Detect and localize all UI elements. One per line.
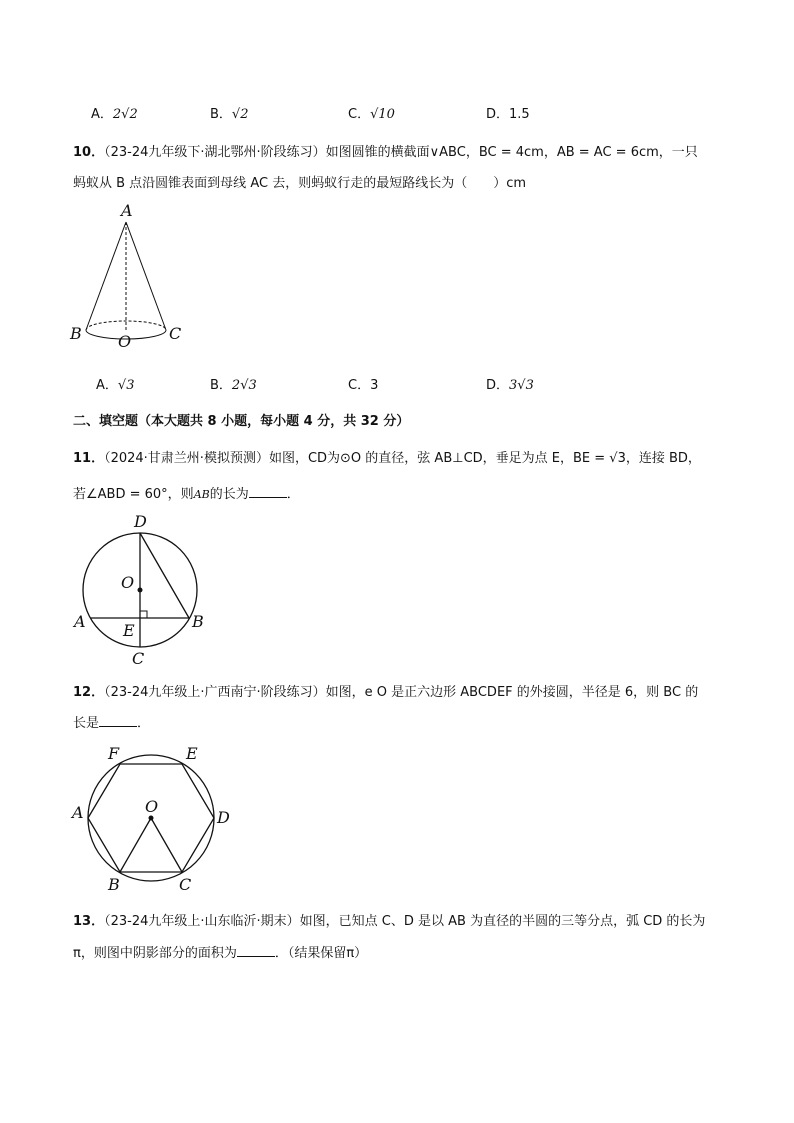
q12-answer-blank: [99, 714, 137, 727]
q13-number: 13．: [73, 914, 105, 929]
q12-line1: 12．（23-24九年级上·广西南宁·阶段练习）如图，e O 是正六边形 ABCDEF 的外接圆，半径是 6，则 BC 的: [73, 685, 699, 700]
q13-line1: 13．（23-24九年级上·山东临沂·期末）如图，已知点 C、D 是以 AB 为直径的半圆的三等分点，弧 CD 的长为: [73, 914, 706, 929]
q11-label-o: O: [121, 573, 135, 592]
q11-number: 11．: [73, 451, 105, 466]
q10-source: （23-24九年级下·湖北鄂州·阶段练习）: [104, 145, 326, 160]
q10-line1: 10．（23-24九年级下·湖北鄂州·阶段练习）如图圆锥的横截面∨ABC，BC = 4cm，AB = AC = 6cm，一只: [73, 145, 698, 160]
q13-answer-blank: [237, 944, 275, 957]
q13-line2: π，则图中阴影部分的面积为 ．（结果保留π）: [73, 946, 368, 961]
q11-label-b: B: [192, 612, 204, 631]
q12-label-e: E: [186, 744, 198, 763]
q10-option-b: B．2√3: [210, 378, 257, 393]
q11-line2: 若∠ABD = 60°，则AB的长为 ．: [73, 487, 300, 502]
q10-label-a: A: [121, 202, 133, 220]
q12-label-a: A: [72, 803, 84, 822]
q9-option-d: D．1.5: [486, 107, 530, 122]
q12-number: 12．: [73, 685, 105, 700]
q10-option-a: A．√3: [96, 378, 135, 393]
q11-line1: 11．（2024·甘肃兰州·模拟预测）如图，CD为⊙O 的直径，弦 AB⊥CD，垂足为点 E，BE = √3，连接 BD，: [73, 451, 701, 466]
q10-label-o: O: [118, 332, 132, 351]
q11-label-c: C: [132, 649, 145, 668]
q12-label-b: B: [108, 875, 120, 892]
q10-cone-figure: [68, 202, 188, 352]
q11-label-e: E: [123, 621, 135, 640]
q10-option-d: D．3√3: [486, 378, 534, 393]
q10-option-c: C．3: [348, 378, 379, 393]
q12-label-o: O: [145, 797, 159, 816]
q12-hexagon-figure: [68, 740, 238, 892]
q12-line2: 长是 ．: [73, 716, 151, 731]
q11-circle-figure: [68, 512, 218, 670]
q12-source: （23-24九年级上·广西南宁·阶段练习）: [104, 685, 326, 700]
q9-option-b: B．√2: [210, 107, 249, 122]
q11-source: （2024·甘肃兰州·模拟预测）: [104, 451, 269, 466]
q11-label-a: A: [74, 612, 86, 631]
q11-arc-ab: AB: [193, 488, 210, 501]
q9-option-c: C．√10: [348, 107, 395, 122]
q11-answer-blank: [249, 485, 287, 498]
section-heading: 二、填空题（本大题共 8 小题，每小题 4 分，共 32 分）: [73, 414, 410, 429]
q12-label-d: D: [217, 808, 230, 827]
q10-line2: 蚂蚁从 B 点沿圆锥表面到母线 AC 去，则蚂蚁行走的最短路线长为（ ）cm: [73, 176, 527, 191]
q10-label-c: C: [169, 324, 182, 343]
q10-label-b: B: [70, 324, 82, 343]
q11-label-d: D: [134, 512, 147, 531]
q13-source: （23-24九年级上·山东临沂·期末）: [104, 914, 300, 929]
q10-number: 10．: [73, 145, 105, 160]
q12-label-c: C: [179, 875, 192, 892]
q9-option-a: A．2√2: [91, 107, 138, 122]
q12-label-f: F: [108, 744, 120, 763]
